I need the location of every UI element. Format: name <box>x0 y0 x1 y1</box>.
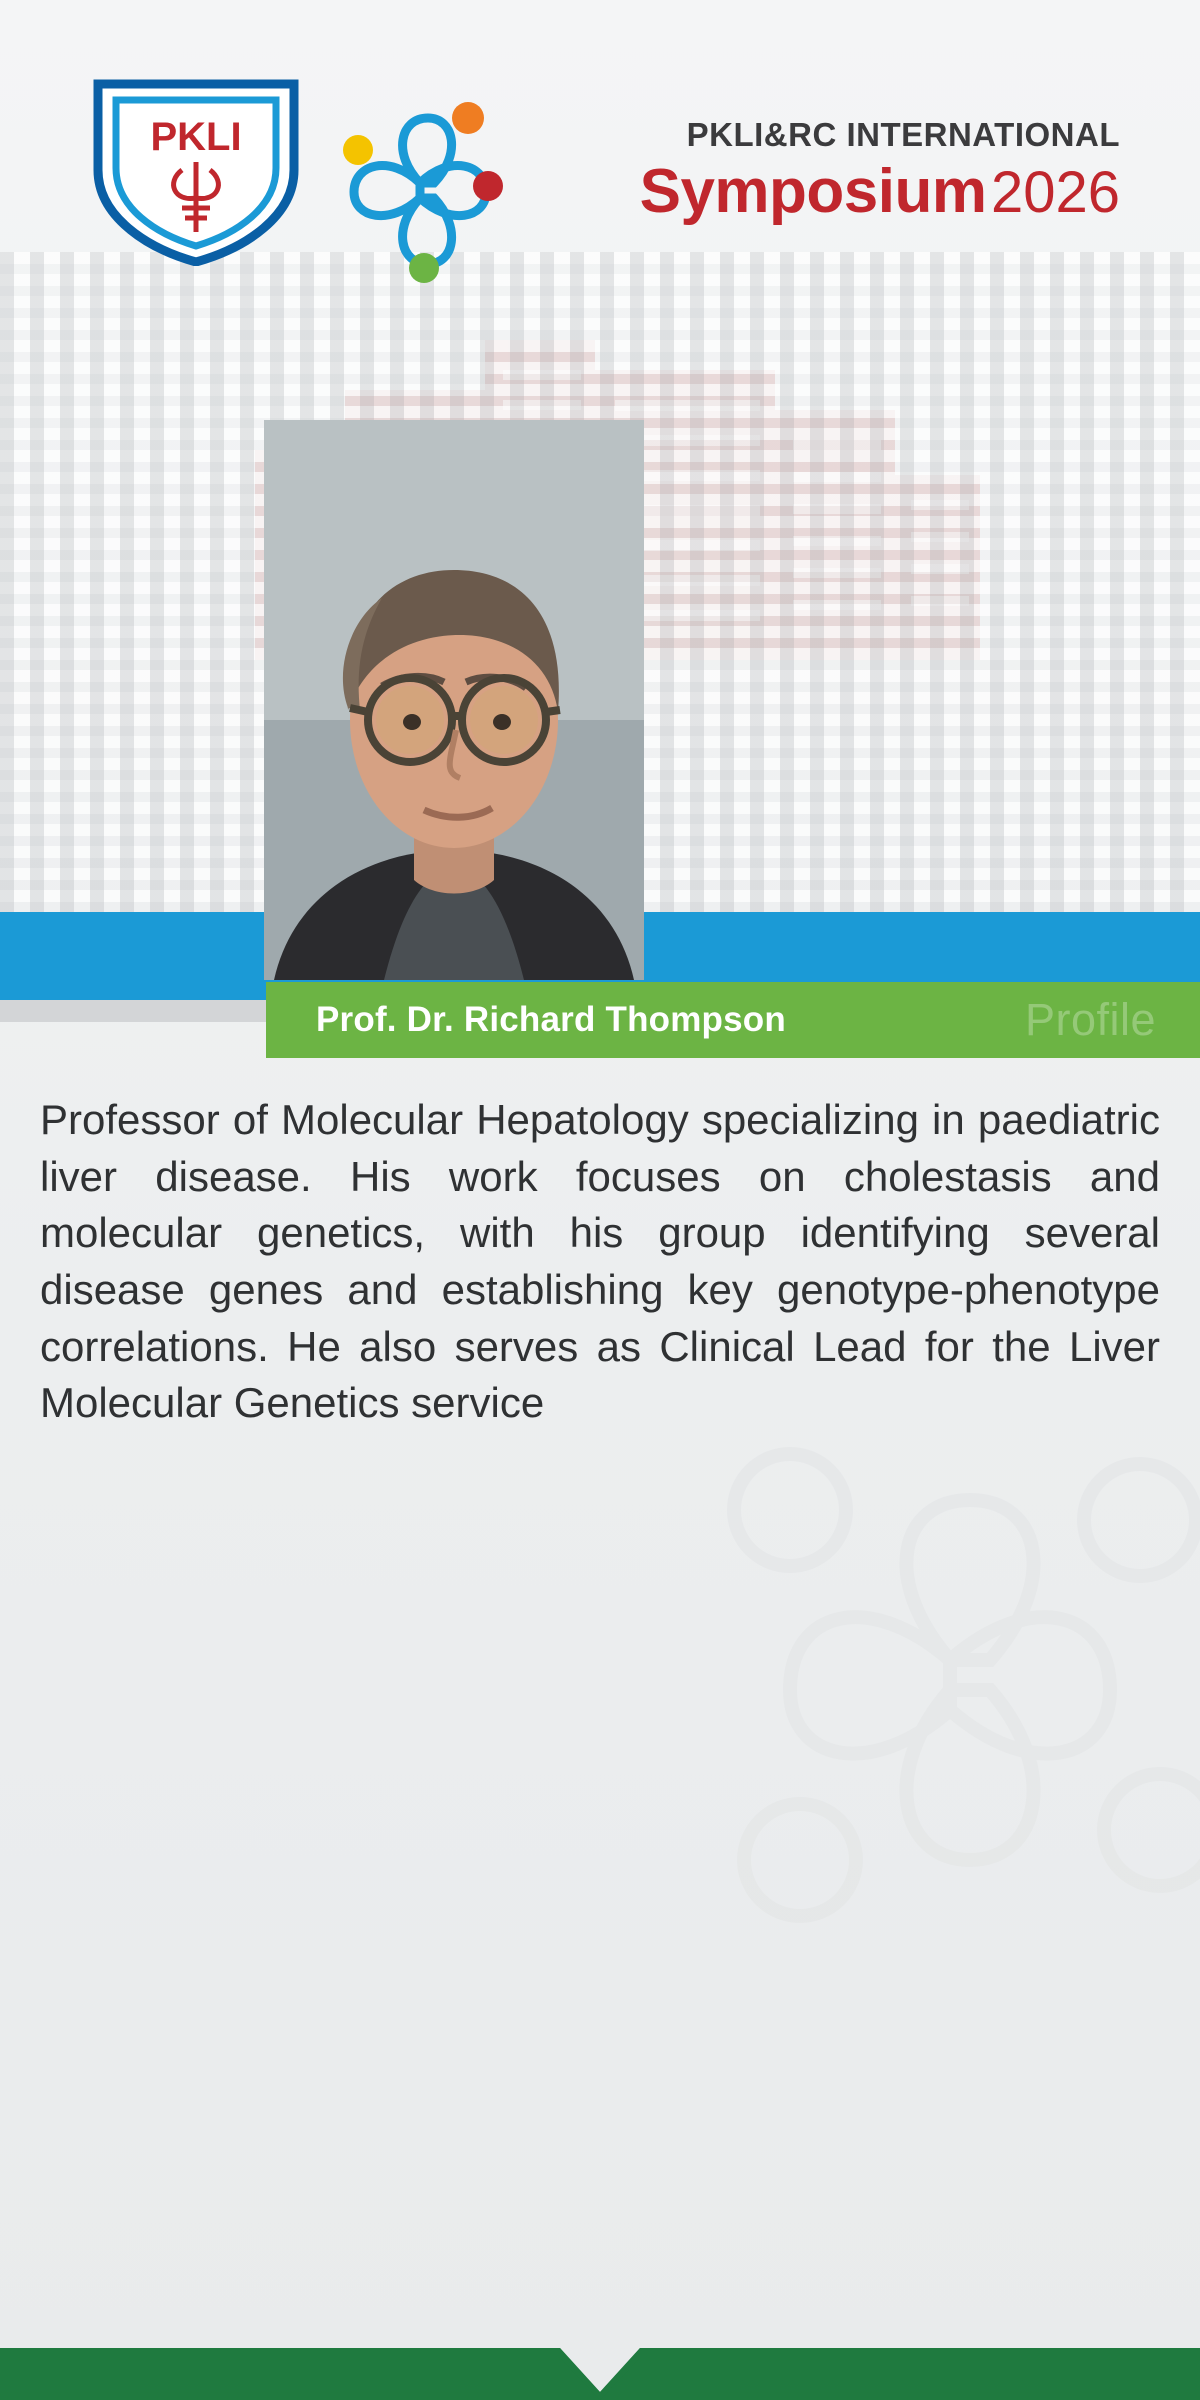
speaker-portrait-illustration <box>264 420 644 980</box>
pkli-shield-logo-icon <box>86 66 306 266</box>
flower-watermark-icon <box>640 1360 1200 1980</box>
speaker-bio: Professor of Molecular Hepatology specializing in paediatric liver disease. His work focuses on cholestasis and molecular genetics, with his group identifying several disease genes and establishing key genotype-phenotype correlations. He also serves as Clinical Lead for the Liver Molecular Genetics service <box>40 1096 1160 1427</box>
title-top-line: PKLI&RC INTERNATIONAL <box>686 116 1120 153</box>
svg-text:PKLI: PKLI <box>150 115 242 159</box>
title-symposium-word: Symposium <box>639 157 987 226</box>
title-main-line <box>560 157 1120 226</box>
speaker-name-bar <box>266 982 1200 1058</box>
footer-green-band <box>0 2336 1200 2400</box>
profile-label: Profile <box>1024 994 1156 1045</box>
symposium-title-block <box>560 116 1120 226</box>
poster-header <box>0 0 1200 290</box>
speaker-photo <box>264 420 644 980</box>
symposium-flower-logo-icon <box>328 88 513 283</box>
title-year: 2026 <box>990 160 1120 225</box>
speaker-name: Prof. Dr. Richard Thompson <box>316 1000 786 1039</box>
